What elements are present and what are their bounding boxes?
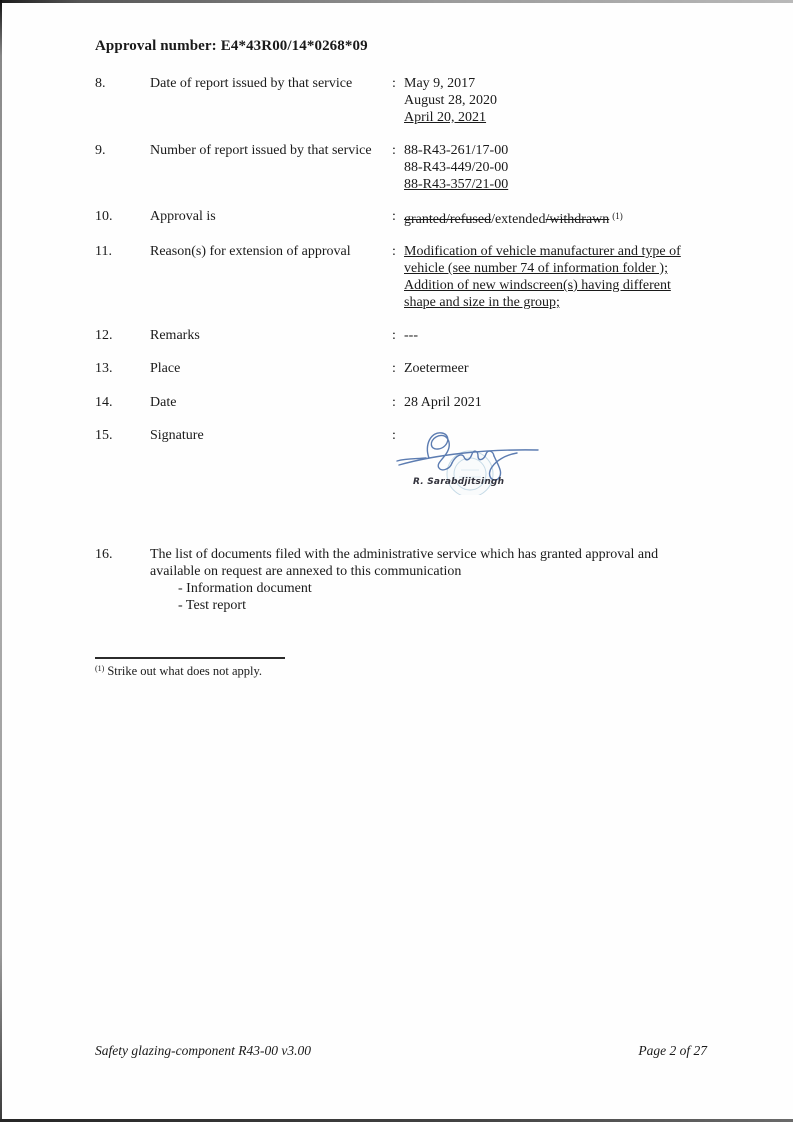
value-struck: granted/refused: [404, 212, 492, 227]
value-line-underlined: shape and size in the group;: [404, 295, 560, 310]
item-label: Signature: [150, 428, 204, 443]
item-label: Approval is: [150, 209, 216, 224]
row-approval-is: [95, 208, 623, 228]
footnote-marker: (1): [95, 664, 105, 673]
item-value-list: [404, 243, 681, 311]
item-value-list: [404, 75, 497, 126]
row-date: [95, 394, 482, 411]
item-number: 14.: [95, 395, 113, 410]
footnote-divider: [95, 657, 285, 659]
colon: :: [392, 209, 396, 224]
colon: :: [392, 428, 396, 443]
page-footer: [95, 1043, 707, 1059]
value-line-underlined: 88-R43-357/21-00: [404, 177, 509, 192]
item-number: 9.: [95, 143, 106, 158]
item-number: 11.: [95, 244, 112, 259]
value-line: 88-R43-261/17-00: [404, 143, 509, 158]
row-number-of-report: [95, 142, 508, 193]
approval-number-heading: [95, 37, 372, 55]
value-kept: extended: [494, 212, 546, 227]
footer-document-version: Safety glazing-component R43-00 v3.00: [95, 1043, 311, 1058]
item-label: Reason(s) for extension of approval: [150, 244, 351, 259]
value-line-underlined: Addition of new windscreen(s) having different: [404, 278, 671, 293]
value-line: May 9, 2017: [404, 76, 476, 91]
colon: :: [392, 395, 396, 410]
item-number: 16.: [95, 547, 113, 562]
item-label: Place: [150, 361, 181, 376]
item-text-block: [150, 546, 706, 614]
approval-number-value: E4*43R00/14*0268*09: [220, 38, 368, 54]
item-number: 12.: [95, 328, 113, 343]
value-line: August 28, 2020: [404, 93, 497, 108]
colon: :: [392, 244, 396, 259]
row-signature: [95, 427, 404, 444]
row-reasons-for-extension: [95, 243, 681, 311]
item-label: Number of report issued by that service: [150, 143, 372, 158]
footnote-reference: (1): [612, 211, 623, 221]
approval-number-label: Approval number:: [95, 38, 217, 54]
footer-page-number: Page 2 of 27: [638, 1043, 707, 1058]
value-line-underlined: vehicle (see number 74 of information folder );: [404, 261, 668, 276]
item-label: Remarks: [150, 328, 200, 343]
footnote: [95, 661, 262, 679]
item-value: 28 April 2021: [404, 395, 482, 410]
item-number: 13.: [95, 361, 113, 376]
signatory-name: R. Sarabdjitsingh: [413, 477, 505, 487]
item-label: Date: [150, 395, 177, 410]
value-struck: /withdrawn: [545, 212, 610, 227]
row-document-list: [95, 546, 706, 614]
item-number: 15.: [95, 428, 113, 443]
value-separator: /: [491, 212, 495, 227]
document-list-item: - Information document: [178, 581, 312, 596]
value-line: 88-R43-449/20-00: [404, 160, 509, 175]
item-paragraph: The list of documents filed with the administrative service which has granted approval and available on request are annexed to this communication: [150, 547, 659, 579]
value-line-underlined: April 20, 2021: [404, 110, 487, 125]
row-place: [95, 360, 469, 377]
item-value-list: [404, 142, 508, 193]
colon: :: [392, 76, 396, 91]
row-remarks: [95, 327, 418, 344]
document-list-item: - Test report: [178, 598, 246, 613]
item-value: Zoetermeer: [404, 361, 469, 376]
scan-edge-top: [0, 0, 793, 3]
footnote-text: Strike out what does not apply.: [107, 664, 263, 678]
value-line-underlined: Modification of vehicle manufacturer and type of: [404, 244, 681, 259]
row-date-of-report: [95, 75, 497, 126]
colon: :: [392, 143, 396, 158]
item-number: 10.: [95, 209, 113, 224]
colon: :: [392, 328, 396, 343]
item-label: Date of report issued by that service: [150, 76, 353, 91]
item-value: ---: [404, 328, 418, 343]
item-number: 8.: [95, 76, 106, 91]
scan-edge-left: [0, 0, 2, 1122]
item-value: [404, 208, 623, 228]
colon: :: [392, 361, 396, 376]
